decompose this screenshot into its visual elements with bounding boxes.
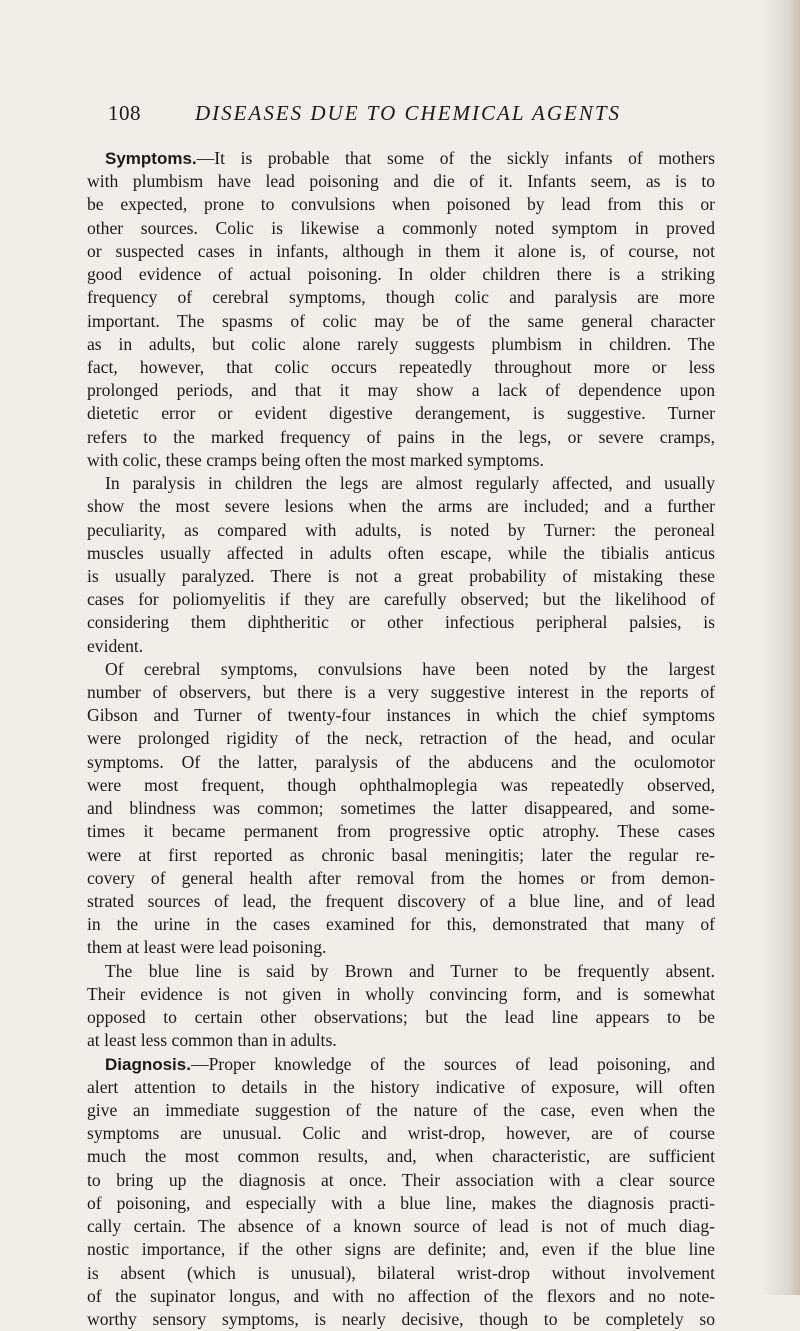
text-line: symptoms are unusual. Colic and wrist-drop, however, are of course	[87, 1123, 715, 1144]
text-line: strated sources of lead, the frequent discovery of a blue line, and of lead	[87, 891, 715, 911]
text-line: other sources. Colic is likewise a commonly noted symptom in proved	[87, 217, 715, 238]
text-line: as in adults, but colic alone rarely suggests plumbism in children. The	[87, 333, 715, 354]
text-line: evident.	[87, 635, 144, 656]
text-line: of poisoning, and especially with a blue line, makes the diagnosis practi-	[87, 1192, 715, 1213]
text-line: show the most severe lesions when the arms are included; and a further	[87, 496, 715, 517]
text-line: at least less common than in adults.	[87, 1030, 337, 1051]
text-line: or suspected cases in infants, although in them it alone is, of course, not	[87, 240, 715, 261]
text-line: in the urine in the cases examined for this, demonstrated that many of	[87, 914, 715, 935]
text-line-content: —It is probable that some of the sickly infants of mothers	[196, 148, 715, 168]
text-line: were prolonged rigidity of the neck, retraction of the head, and ocular	[87, 728, 715, 749]
text-line: prolonged periods, and that it may show a lack of dependence upon	[87, 380, 715, 401]
text-line: were at first reported as chronic basal meningitis; later the regular re-	[87, 844, 715, 865]
text-line: them at least were lead poisoning.	[87, 937, 327, 958]
text-line: Gibson and Turner of twenty-four instances in which the chief symptoms	[87, 705, 715, 726]
section-heading-symptoms: Symptoms.	[105, 149, 197, 168]
text-line-content: —Proper knowledge of the sources of lead poisoning, and	[190, 1053, 715, 1074]
text-line: worthy sensory symptoms, is nearly decisive, though to be completely so	[87, 1308, 715, 1329]
text-line: give an immediate suggestion of the nature of the case, even when the	[87, 1099, 715, 1120]
text-line: Of cerebral symptoms, convulsions have been noted by the largest	[105, 658, 715, 679]
text-line: alert attention to details in the history indicative of exposure, will often	[87, 1076, 715, 1097]
text-line: to bring up the diagnosis at once. Their association with a clear source	[87, 1169, 715, 1190]
text-line: times it became permanent from progressive optic atrophy. These cases	[87, 821, 715, 842]
text-line: be expected, prone to convulsions when poisoned by lead from this or	[87, 194, 715, 215]
text-line: The blue line is said by Brown and Turner to be frequently absent.	[105, 960, 715, 981]
text-line: Their evidence is not given in wholly convincing form, and is somewhat	[87, 983, 715, 1004]
text-line: peculiarity, as compared with adults, is noted by Turner: the peroneal	[87, 519, 715, 540]
page-number: 108	[108, 101, 141, 125]
text-line: is absent (which is unusual), bilateral wrist-drop without involvement	[87, 1262, 715, 1283]
text-line: with plumbism have lead poisoning and die of it. Infants seem, as is to	[87, 171, 715, 192]
text-line: opposed to certain other observations; but the lead line appears to be	[87, 1007, 715, 1028]
text-line: refers to the marked frequency of pains in the legs, or severe cramps,	[87, 426, 715, 447]
text-line: dietetic error or evident digestive derangement, is suggestive. Turner	[87, 403, 715, 424]
text-line: were most frequent, though ophthalmoplegia was repeatedly observed,	[87, 774, 715, 795]
text-line: covery of general health after removal from the homes or from demon-	[87, 867, 715, 888]
running-title: DISEASES DUE TO CHEMICAL AGENTS	[195, 101, 622, 125]
text-line: important. The spasms of colic may be of the same general character	[87, 310, 715, 331]
text-line: considering them diphtheritic or other infectious peripheral palsies, is	[87, 612, 715, 633]
text-line: of the supinator longus, and with no affection of the flexors and no note-	[87, 1285, 715, 1306]
text-line	[87, 147, 715, 170]
text-line: much the most common results, and, when characteristic, are sufficient	[87, 1146, 715, 1167]
page-header	[108, 101, 698, 131]
text-line: and blindness was common; sometimes the latter disappeared, and some-	[87, 798, 715, 819]
text-line: cally certain. The absence of a known source of lead is not of much diag-	[87, 1216, 715, 1237]
text-line	[87, 1053, 715, 1076]
text-line: frequency of cerebral symptoms, though colic and paralysis are more	[87, 287, 715, 308]
body-text	[87, 147, 715, 1331]
text-line: cases for poliomyelitis if they are carefully observed; but the likelihood of	[87, 589, 715, 610]
text-line: number of observers, but there is a very suggestive interest in the reports of	[87, 682, 715, 703]
text-line: muscles usually affected in adults often escape, while the tibialis anticus	[87, 542, 715, 563]
text-line: In paralysis in children the legs are almost regularly affected, and usually	[105, 473, 715, 494]
page-edge-shadow	[760, 0, 800, 1295]
section-heading-diagnosis: Diagnosis.	[105, 1054, 191, 1074]
text-line: symptoms. Of the latter, paralysis of the abducens and the oculomotor	[87, 751, 715, 772]
text-line: with colic, these cramps being often the most marked symptoms.	[87, 449, 544, 470]
text-line: is usually paralyzed. There is not a great probability of mistaking these	[87, 565, 715, 586]
text-line: nostic importance, if the other signs are definite; and, even if the blue line	[87, 1239, 715, 1260]
text-line: good evidence of actual poisoning. In older children there is a striking	[87, 264, 715, 285]
text-line: fact, however, that colic occurs repeatedly throughout more or less	[87, 356, 715, 377]
